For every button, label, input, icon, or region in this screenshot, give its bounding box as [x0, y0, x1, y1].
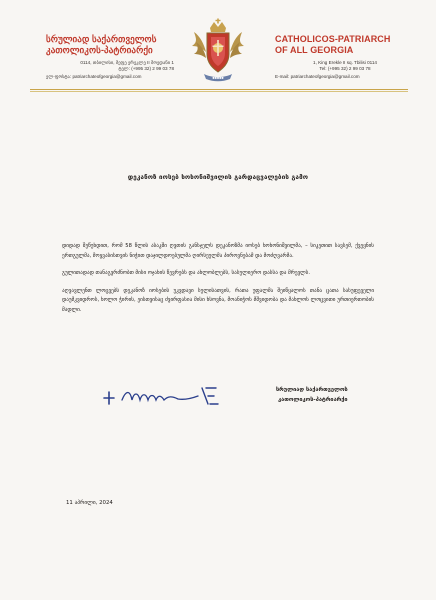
header-right-english: [275, 34, 415, 79]
paragraph-1: დიდად შეწუხდით, რომ 58 წლის ასაკში ღვთის განსჯელს დეკანოზმა იოსებ ხოხონიშვილმა, – სიკეთით სავსემ, ქვეყნის ერთგულმა, მოყვასისთვის ნიჭით დაჯილდოებულმა ღირსეულმა პიროვნებამ და მოძღვარმა.: [62, 243, 374, 259]
paragraph-2: გულითადად თანაგვრძნობთ მისი ოჯახის წევრებს და ახლობლებს, სასულიერო დასსა და მრევლს.: [62, 270, 311, 277]
paragraph-3: აღვავლენთ ლოცვებს დეკანოზ იოსების უკვდავი სულისათვის, რათა უფალმა შეიწყალოს თანა ცათა სასუფეველი დაუმკვიდროს, ხოლო ჭირის, ეისთვისაც ძვირფასია მისი ხსოვნა, მოანიჭოს მშვიდობა და მახლოს ლოცვითი ურთიერთობის მადლი.: [62, 287, 374, 313]
header-left-georgian: [46, 34, 186, 80]
svg-text:●●●●●: ●●●●●: [212, 76, 224, 80]
header-left-title-line2: კათოლიკოს-პატრიარქი: [46, 45, 153, 55]
document-body: [62, 242, 374, 324]
header-left-phone: ტელ: (+995 32) 2 99 03 78: [118, 66, 174, 72]
signature-title-line1: სრულიად საქართველოს: [276, 387, 348, 393]
header-right-address: 1, King Erekle II sq. Tbilisi 0114: [313, 60, 377, 65]
header-divider-thin: [30, 91, 408, 92]
handwritten-signature: [98, 380, 228, 410]
header-left-email: ელ-ფოსტა: patriarchateofgeorgia@gmail.com: [46, 73, 142, 79]
header-right-email: E-mail: patriarchateofgeorgia@gmail.com: [275, 73, 360, 79]
document-date: 11 აპრილი, 2024: [66, 500, 113, 506]
signature-title-line2: კათოლიკოს-პატრიარქი: [278, 397, 348, 403]
header-left-title-line1: სრულიად საქართველოს: [46, 34, 157, 44]
document-title: დეკანოზ იოსებ ხოხონიშვილის გარდაცვალების გამო: [127, 174, 309, 181]
header-right-title-line2: OF ALL GEORGIA: [275, 45, 354, 55]
header-left-address-block: [46, 60, 186, 73]
header-divider: [30, 89, 408, 90]
patriarchate-emblem-icon: [190, 18, 246, 86]
header-right-title-line1: CATHOLICOS-PATRIARCH: [275, 34, 391, 44]
header-right-phone: Tel: (+995 32) 2 99 03 78: [319, 66, 371, 72]
signature-block: [276, 385, 396, 405]
header-left-address: 0114, თბილისი, მეფე ერეკლე II მოედანი 1: [80, 60, 174, 65]
header-right-address-block: [275, 60, 415, 73]
